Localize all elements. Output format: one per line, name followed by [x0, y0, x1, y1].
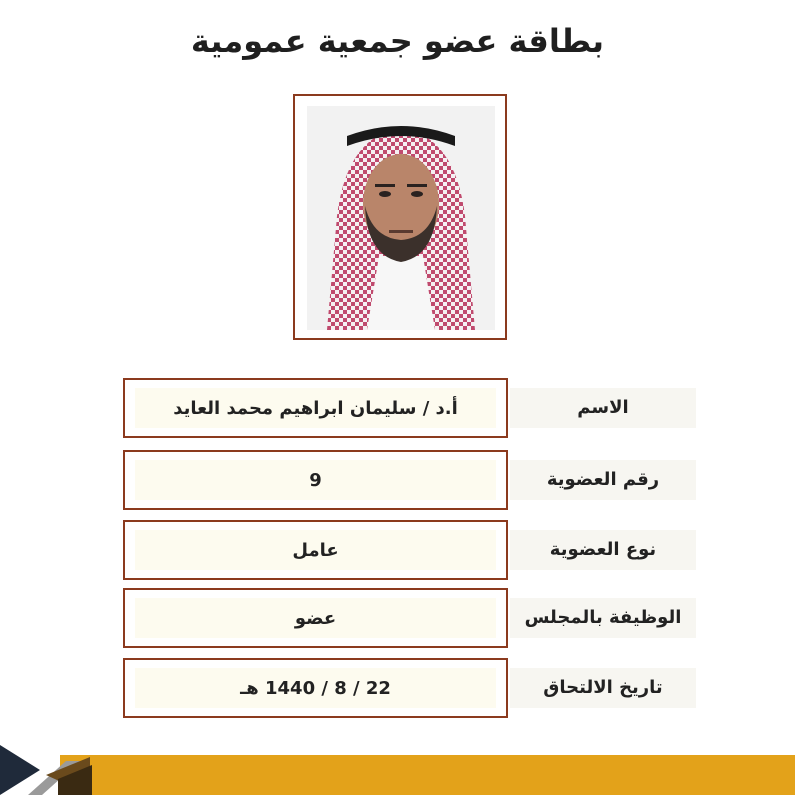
field-row-council-role: [0, 588, 795, 648]
field-value-box: [123, 658, 508, 718]
field-value-box: [123, 588, 508, 648]
field-row-membership-number: [0, 450, 795, 510]
field-value-box: [123, 520, 508, 580]
field-value-area: [135, 668, 496, 708]
field-value-area: [135, 530, 496, 570]
field-value: عامل: [292, 539, 339, 561]
field-label: رقم العضوية: [546, 469, 660, 490]
field-label: الاسم: [577, 397, 629, 418]
field-value: عضو: [294, 607, 337, 629]
field-value-box: [123, 378, 508, 438]
field-value: أ.د / سليمان ابراهيم محمد العايد: [173, 397, 458, 419]
member-photo: [307, 106, 495, 330]
field-value-box: [123, 450, 508, 510]
field-value: 9: [309, 469, 322, 491]
field-value-area: [135, 460, 496, 500]
field-row-name: [0, 378, 795, 438]
card-title: بطاقة عضو جمعية عمومية: [190, 22, 605, 60]
member-photo-frame: [293, 94, 507, 340]
field-value-area: [135, 598, 496, 638]
field-value-area: [135, 388, 496, 428]
field-label: نوع العضوية: [549, 539, 657, 560]
footer-decoration: [0, 745, 795, 795]
field-row-join-date: [0, 658, 795, 718]
field-label: تاريخ الالتحاق: [543, 677, 663, 698]
field-row-membership-type: [0, 520, 795, 580]
field-value: 22 / 8 / 1440 هـ: [240, 677, 391, 699]
field-label: الوظيفة بالمجلس: [524, 607, 682, 628]
